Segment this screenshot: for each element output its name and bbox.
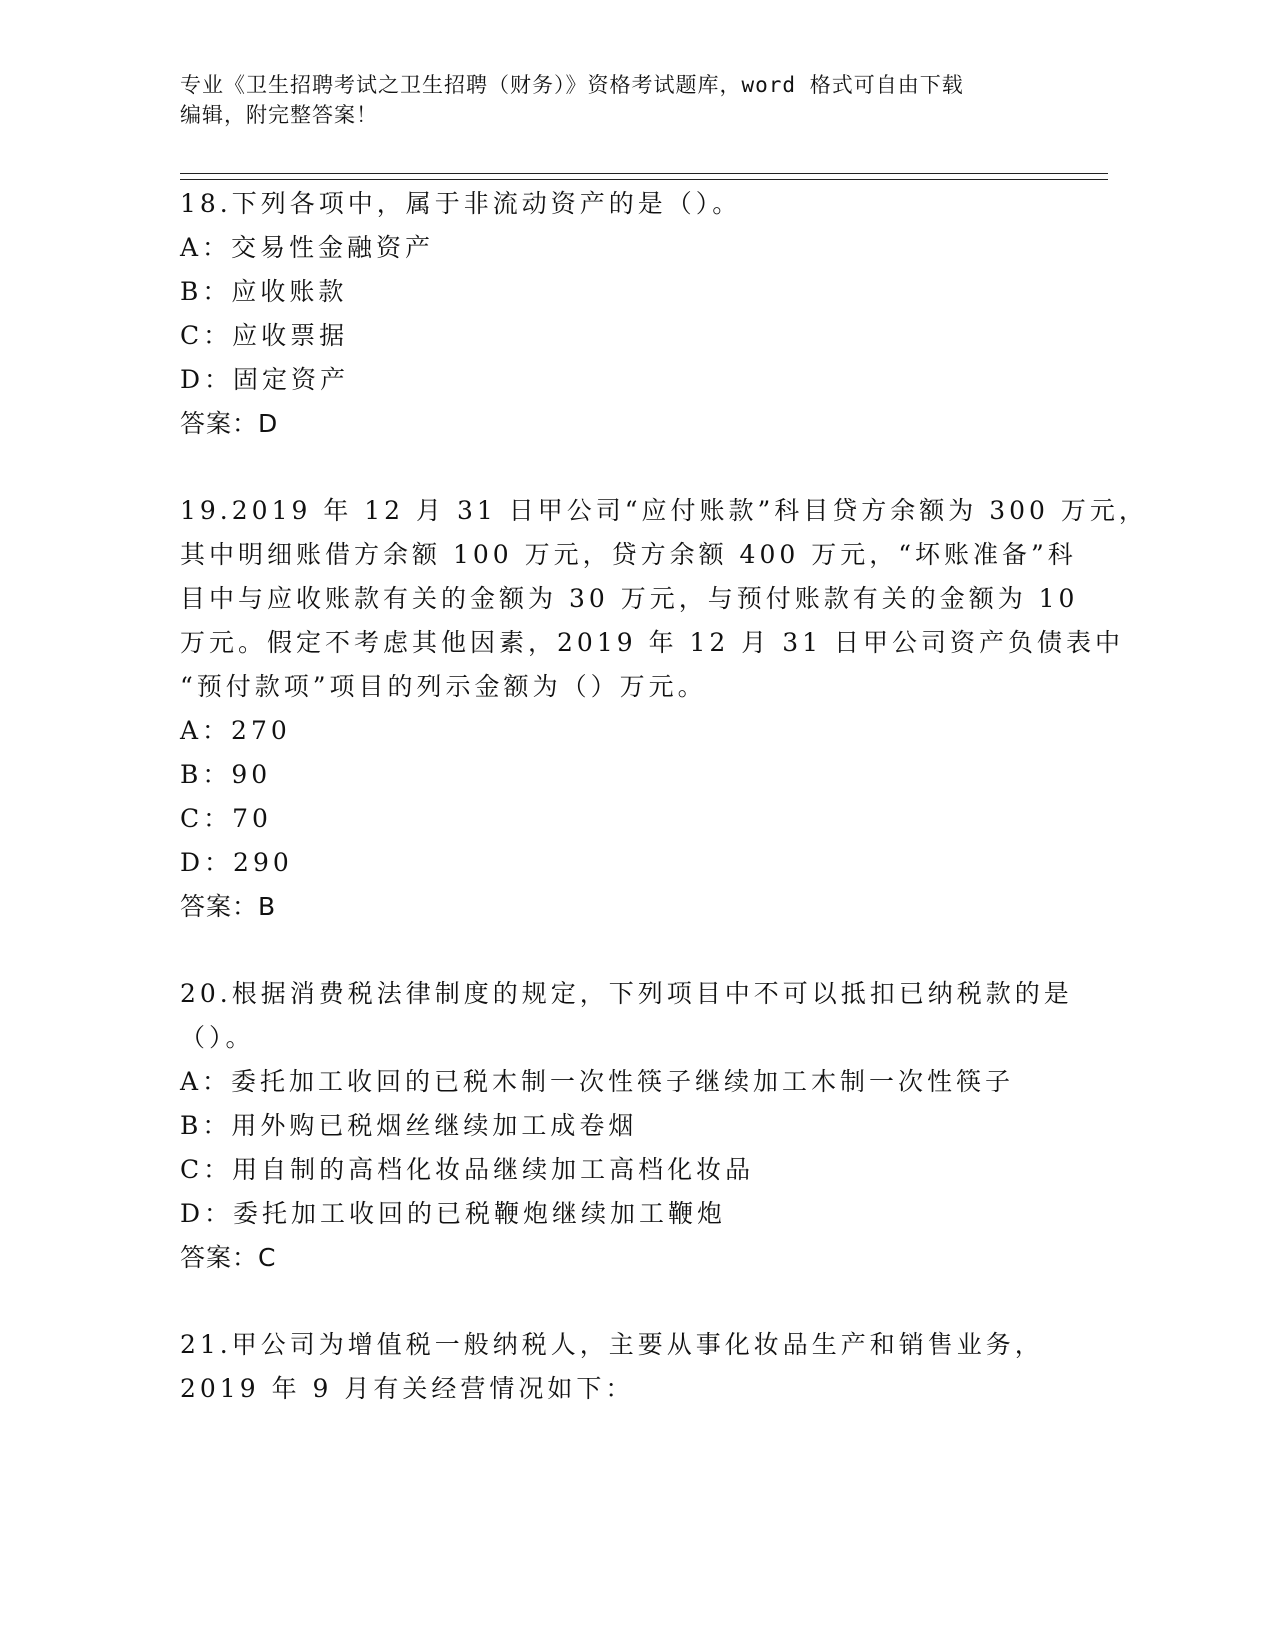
question-stem: （）。 [180, 1023, 255, 1052]
header-divider-bottom [180, 179, 1108, 180]
option-d: D：290 [180, 848, 293, 877]
option-a: A：交易性金融资产 [180, 233, 435, 262]
header-line-2: 编辑，附完整答案！ [180, 103, 378, 127]
question-stem: 2019 年 9 月有关经营情况如下： [180, 1374, 635, 1403]
question-18 [180, 182, 1070, 446]
answer-label: 答案：C [180, 1243, 277, 1272]
question-stem: 18.下列各项中，属于非流动资产的是（）。 [180, 189, 742, 218]
question-20 [180, 972, 1073, 1280]
answer-label: 答案：B [180, 892, 277, 921]
option-b: B：应收账款 [180, 277, 348, 306]
option-b: B：90 [180, 760, 272, 789]
question-stem: 20.根据消费税法律制度的规定，下列项目中不可以抵扣已纳税款的是 [180, 979, 1073, 1008]
question-stem: 21.甲公司为增值税一般纳税人，主要从事化妆品生产和销售业务， [180, 1330, 1044, 1359]
question-stem: 其中明细账借方余额 100 万元，贷方余额 400 万元，“坏账准备”科 [180, 540, 1077, 569]
spacer [180, 1280, 1070, 1323]
header-divider-top [180, 173, 1108, 174]
document-header [180, 70, 1060, 130]
option-a: A：270 [180, 716, 291, 745]
option-b: B：用外购已税烟丝继续加工成卷烟 [180, 1111, 638, 1140]
answer-label: 答案：D [180, 409, 279, 438]
question-stem: “预付款项”项目的列示金额为（）万元。 [180, 672, 707, 701]
spacer [180, 446, 1070, 489]
question-21 [180, 1323, 1070, 1411]
option-d: D：固定资产 [180, 365, 350, 394]
option-a: A：委托加工收回的已税木制一次性筷子继续加工木制一次性筷子 [180, 1067, 1015, 1096]
header-line-1: 专业《卫生招聘考试之卫生招聘（财务）》资格考试题库，word 格式可自由下载 [180, 73, 964, 97]
option-c: C：用自制的高档化妆品继续加工高档化妆品 [180, 1155, 755, 1184]
option-d: D：委托加工收回的已税鞭炮继续加工鞭炮 [180, 1199, 727, 1228]
option-c: C：应收票据 [180, 321, 349, 350]
question-stem: 目中与应收账款有关的金额为 30 万元，与预付账款有关的金额为 10 [180, 584, 1079, 613]
spacer [180, 929, 1070, 972]
question-list [180, 182, 1148, 1411]
question-stem: 万元。假定不考虑其他因素，2019 年 12 月 31 日甲公司资产负债表中 [180, 628, 1124, 657]
option-c: C：70 [180, 804, 272, 833]
question-19 [180, 489, 1148, 929]
question-stem: 19.2019 年 12 月 31 日甲公司“应付账款”科目贷方余额为 300 万元， [180, 496, 1148, 525]
